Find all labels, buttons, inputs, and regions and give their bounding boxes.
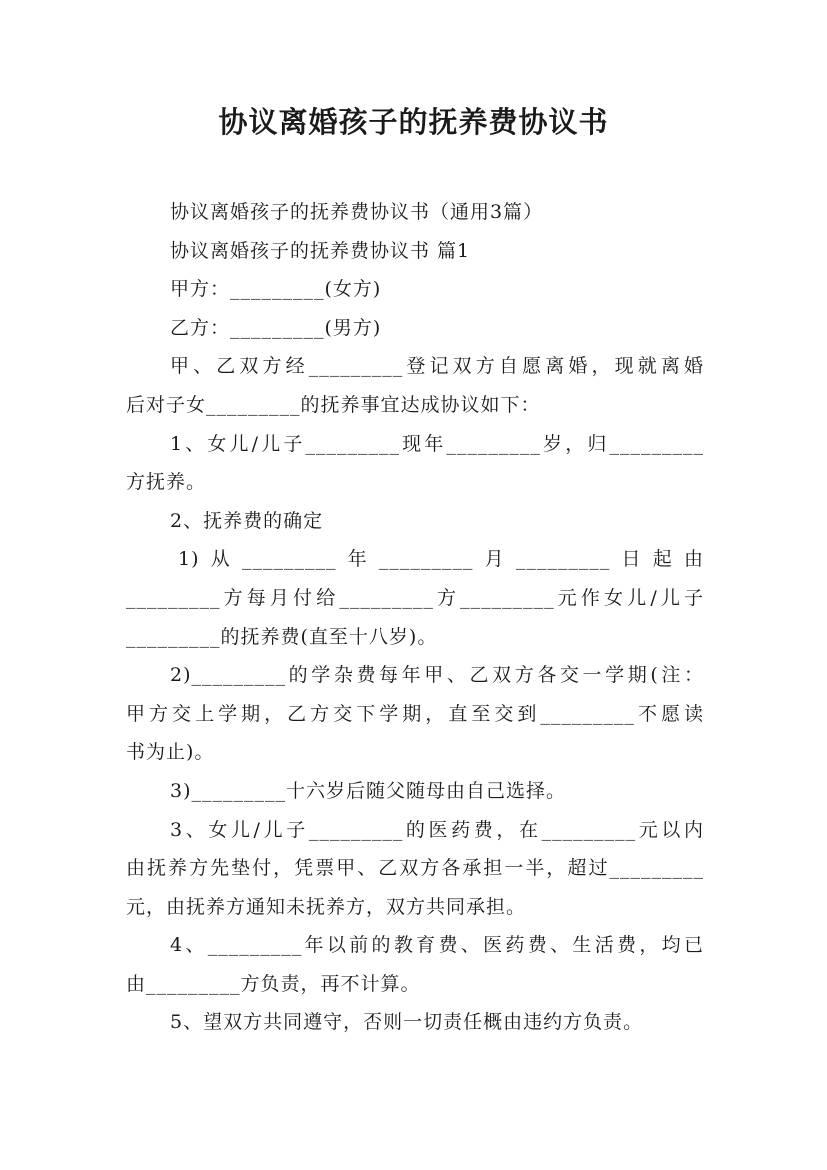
paragraph-line: 协议离婚孩子的抚养费协议书 篇1 — [170, 239, 471, 262]
paragraph-line: 4、_________年以前的教育费、医药费、生活费，均已 — [170, 934, 704, 957]
paragraph-line: 方抚养。 — [126, 471, 207, 494]
paragraph-line: 乙方：_________(男方) — [170, 316, 382, 339]
paragraph-line: 书为止)。 — [126, 741, 215, 764]
paragraph-line: 3、女儿/儿子_________的医药费，在_________元以内 — [170, 818, 704, 841]
paragraph-line: 后对子女_________的抚养事宜达成协议如下： — [126, 393, 541, 416]
document-title: 协议离婚孩子的抚养费协议书 — [218, 105, 609, 139]
paragraph-line: 甲、乙双方经_________登记双方自愿离婚，现就离婚 — [170, 355, 704, 378]
paragraph-line: 3)_________十六岁后随父随母由自己选择。 — [170, 779, 567, 802]
paragraph-line: 1)从_________年_________月_________日起由 — [178, 548, 704, 571]
paragraph-line: 5、望双方共同遵守，否则一切责任概由违约方负责。 — [170, 1011, 644, 1034]
paragraph-line: 由抚养方先垫付，凭票甲、乙双方各承担一半，超过_________ — [126, 857, 704, 880]
paragraph-line: 协议离婚孩子的抚养费协议书（通用3篇） — [170, 201, 544, 223]
paragraph-line: 2)_________的学杂费每年甲、乙双方各交一学期(注： — [170, 664, 704, 687]
paragraph-line: _________的抚养费(直至十八岁)。 — [126, 625, 438, 648]
paragraph-line: 2、抚养费的确定 — [170, 509, 324, 532]
paragraph-line: 由_________方负责，再不计算。 — [126, 972, 421, 995]
paragraph-line: _________方每月付给_________方_________元作女儿/儿子 — [126, 586, 704, 609]
paragraph-line: 甲方：_________(女方) — [170, 278, 382, 301]
paragraph-line: 元，由抚养方通知未抚养方，双方共同承担。 — [126, 895, 527, 918]
document-body — [126, 193, 704, 1042]
paragraph-line: 1、女儿/儿子_________现年_________岁，归_________ — [170, 432, 704, 455]
paragraph-line: 甲方交上学期，乙方交下学期，直至交到_________不愿读 — [126, 702, 704, 725]
